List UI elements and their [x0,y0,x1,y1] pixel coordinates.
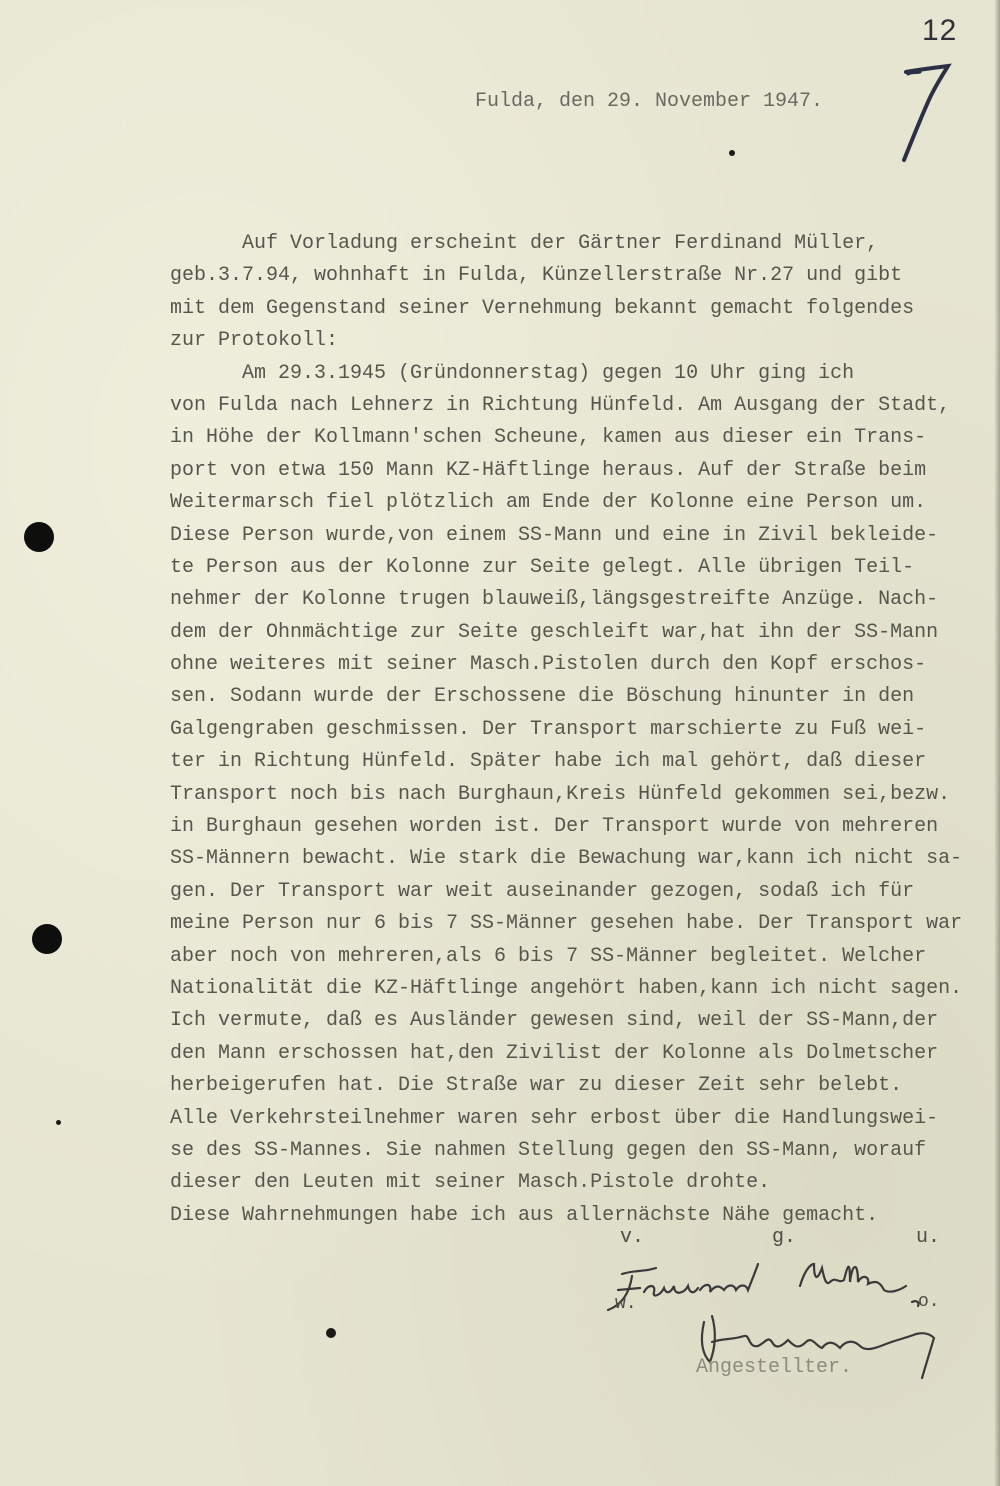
body-line: Transport noch bis nach Burghaun,Kreis Hünfeld gekommen sei,bezw. [170,782,951,806]
body-line: sen. Sodann wurde der Erschossene die Böschung hinunter in den [170,685,915,709]
body-line: Auf Vorladung erscheint der Gärtner Ferdinand Müller, [170,232,879,255]
body-line: ter in Richtung Hünfeld. Später habe ich mal gehört, daß dieser [170,750,927,774]
body-line: den Mann erschossen hat,den Zivilist der Kolonne als Dolmetscher [170,1041,939,1065]
body-line: zur Protokoll: [170,329,339,353]
body-line: aber noch von mehreren,als 6 bis 7 SS-Männer begleitet. Welcher [170,944,927,968]
vgu-v: v. [620,1226,645,1249]
body-line: port von etwa 150 Mann KZ-Häftlinge heraus. Auf der Straße beim [170,458,927,482]
ink-speck [729,150,735,156]
page-edge-shadow [994,0,1000,1486]
body-line: se des SS-Mannes. Sie nahmen Stellung gegen den SS-Mann, worauf [170,1138,927,1162]
sig-mark-o: o. [918,1292,940,1312]
body-line: te Person aus der Kolonne zur Seite gelegt. Alle übrigen Teil- [170,555,915,579]
sig-mark-w: w. [615,1294,637,1314]
angestellter-label: Angestellter. [696,1356,853,1379]
protocol-body [170,228,990,1232]
body-line: Ich vermute, daß es Ausländer gewesen sind, weil der SS-Mann,der [170,1009,939,1033]
body-line: mit dem Gegenstand seiner Vernehmung bekannt gemacht folgendes [170,296,915,320]
body-line: Am 29.3.1945 (Gründonnerstag) gegen 10 Uhr ging ich [170,361,855,385]
body-line: dieser den Leuten mit seiner Masch.Pistole drohte. [170,1171,771,1195]
body-line: dem der Ohnmächtige zur Seite geschleift war,hat ihn der SS-Mann [170,620,939,644]
body-line: SS-Männern bewacht. Wie stark die Bewachung war,kann ich nicht sa- [170,847,963,871]
body-line: herbeigerufen hat. Die Straße war zu dieser Zeit sehr belebt. [170,1074,903,1098]
ink-speck [56,1120,61,1125]
body-line: ohne weiteres mit seiner Masch.Pistolen durch den Kopf erschos- [170,653,927,677]
body-line: geb.3.7.94, wohnhaft in Fulda, Künzellerstraße Nr.27 und gibt [170,264,903,288]
body-line: Diese Wahrnehmungen habe ich aus allernächste Nähe gemacht. [170,1203,879,1227]
punch-hole [24,522,54,552]
body-line: Nationalität die KZ-Häftlinge angehört haben,kann ich nicht sagen. [170,976,963,1000]
body-line: Alle Verkehrsteilnehmer waren sehr erbost über die Handlungswei- [170,1106,939,1130]
body-line: nehmer der Kolonne trugen blauweiß,längsgestreifte Anzüge. Nach- [170,588,939,612]
body-line: gen. Der Transport war weit auseinander gezogen, sodaß ich für [170,879,915,903]
vgu-u: u. [916,1226,941,1249]
body-line: Weitermarsch fiel plötzlich am Ende der Kolonne eine Person um. [170,491,927,515]
body-line: Diese Person wurde,von einem SS-Mann und eine in Zivil bekleide- [170,523,939,547]
signature-ferdinand-mueller [608,1264,919,1310]
body-line: Galgengraben geschmissen. Der Transport marschierte zu Fuß wei- [170,717,927,741]
handwritten-folio-mark [890,62,960,172]
body-line: meine Person nur 6 bis 7 SS-Männer gesehen habe. Der Transport war [170,912,963,936]
ink-speck [326,1328,336,1338]
page-number: 12 [922,14,958,47]
date-line: Fulda, den 29. November 1947. [475,90,824,113]
body-line: in Höhe der Kollmann'schen Scheune, kamen aus dieser ein Trans- [170,426,927,450]
body-line: in Burghaun gesehen worden ist. Der Transport wurde von mehreren [170,815,939,839]
body-line: von Fulda nach Lehnerz in Richtung Hünfeld. Am Ausgang der Stadt, [170,393,951,417]
vgu-g: g. [772,1226,797,1249]
punch-hole [32,924,62,954]
